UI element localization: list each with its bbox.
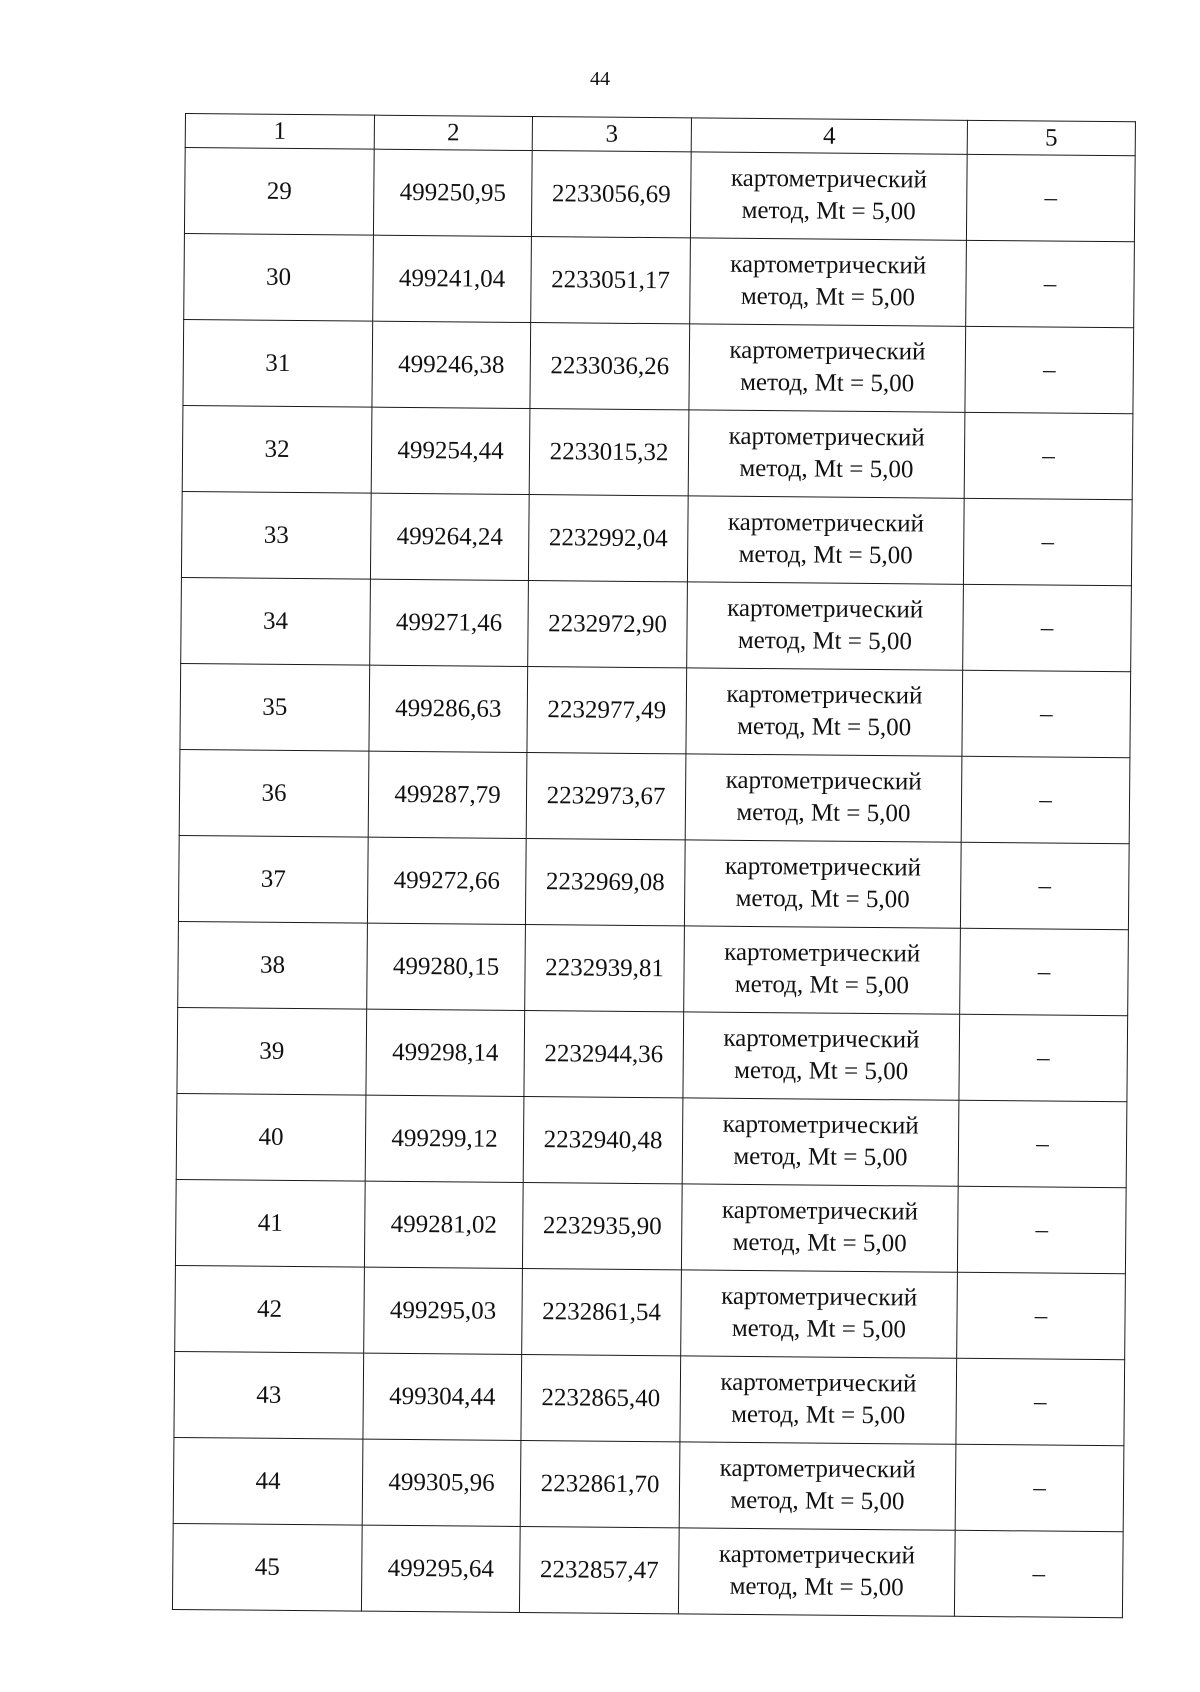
method-cell	[690, 238, 967, 326]
point-number-cell: 37	[178, 835, 368, 923]
point-number-cell: 45	[172, 1523, 362, 1611]
y-coordinate-cell: 2232940,48	[523, 1096, 683, 1183]
y-coordinate-cell: 2232865,40	[521, 1354, 681, 1441]
y-coordinate-cell: 2232973,67	[526, 753, 686, 840]
table-row	[174, 1351, 1125, 1445]
note-cell: –	[955, 1444, 1124, 1531]
table-row	[175, 1179, 1126, 1273]
y-coordinate-cell: 2232977,49	[527, 667, 687, 754]
method-text: метод, Mt = 5,00	[740, 282, 916, 311]
method-text: метод, Mt = 5,00	[734, 970, 910, 999]
method-text: метод, Mt = 5,00	[733, 1142, 908, 1171]
x-coordinate-cell: 499295,64	[361, 1525, 520, 1612]
x-coordinate-cell: 499281,02	[364, 1181, 523, 1268]
note-cell: –	[960, 928, 1129, 1015]
column-header: 4	[691, 118, 967, 154]
table-row	[181, 577, 1132, 671]
method-cell	[688, 410, 965, 498]
method-text: метод, Mt = 5,00	[735, 884, 910, 913]
method-text: метод, Mt = 5,00	[734, 1056, 909, 1085]
y-coordinate-cell: 2232969,08	[525, 839, 685, 926]
note-cell: –	[960, 842, 1129, 929]
column-header: 3	[532, 117, 691, 152]
method-text: картометрический	[724, 938, 921, 967]
table-row	[178, 835, 1129, 929]
point-number-cell: 36	[179, 749, 369, 837]
point-number-cell: 31	[183, 319, 373, 407]
method-cell	[678, 1528, 955, 1616]
method-text: метод, Mt = 5,00	[740, 368, 915, 397]
method-text: картометрический	[729, 336, 926, 365]
column-header: 1	[185, 114, 374, 150]
method-cell	[682, 1098, 959, 1186]
y-coordinate-cell: 2232857,47	[519, 1526, 679, 1613]
point-number-cell: 29	[184, 148, 374, 236]
table-row	[180, 663, 1131, 757]
x-coordinate-cell: 499271,46	[370, 579, 529, 666]
x-coordinate-cell: 499305,96	[362, 1439, 521, 1526]
method-cell	[681, 1270, 958, 1358]
method-text: картометрический	[726, 680, 923, 709]
method-text: картометрический	[720, 1368, 917, 1397]
method-text: картометрический	[723, 1024, 920, 1053]
note-cell: –	[957, 1272, 1126, 1359]
note-cell: –	[966, 154, 1135, 241]
method-text: метод, Mt = 5,00	[732, 1228, 907, 1257]
method-text: метод, Mt = 5,00	[731, 1400, 906, 1429]
method-text: метод, Mt = 5,00	[731, 1314, 907, 1343]
x-coordinate-cell: 499246,38	[372, 321, 531, 408]
point-number-cell: 40	[176, 1093, 366, 1181]
method-text: картометрический	[719, 1454, 916, 1483]
method-text: картометрический	[725, 766, 922, 795]
method-cell	[680, 1356, 957, 1444]
method-cell	[679, 1442, 956, 1530]
x-coordinate-cell: 499264,24	[370, 493, 529, 580]
x-coordinate-cell: 499295,03	[364, 1267, 523, 1354]
point-number-cell: 39	[177, 1007, 367, 1095]
method-text: метод, Mt = 5,00	[730, 1486, 905, 1515]
method-text: картометрический	[718, 1540, 916, 1569]
note-cell: –	[954, 1530, 1123, 1617]
note-cell: –	[961, 756, 1130, 843]
x-coordinate-cell: 499250,95	[373, 149, 532, 236]
method-cell	[687, 582, 964, 670]
method-text: картометрический	[730, 250, 927, 279]
note-cell: –	[957, 1186, 1126, 1273]
x-coordinate-cell: 499304,44	[363, 1353, 522, 1440]
point-number-cell: 38	[178, 921, 368, 1009]
table-row	[181, 491, 1132, 585]
method-text: картометрический	[721, 1282, 918, 1311]
note-cell: –	[963, 584, 1132, 671]
method-cell	[684, 840, 961, 928]
note-cell: –	[965, 326, 1134, 413]
note-cell: –	[959, 1014, 1128, 1101]
x-coordinate-cell: 499254,44	[371, 407, 530, 494]
y-coordinate-cell: 2232935,90	[522, 1182, 682, 1269]
table-row	[182, 405, 1133, 499]
table-row	[178, 921, 1129, 1015]
y-coordinate-cell: 2232944,36	[524, 1010, 684, 1097]
point-number-cell: 34	[181, 577, 371, 665]
table-row	[176, 1093, 1127, 1187]
y-coordinate-cell: 2232861,70	[520, 1440, 680, 1527]
table-row	[177, 1007, 1128, 1101]
x-coordinate-cell: 499298,14	[366, 1009, 525, 1096]
method-text: картометрический	[724, 852, 922, 881]
table-row	[175, 1265, 1126, 1359]
method-text: картометрический	[727, 594, 924, 623]
table-body	[172, 148, 1135, 1618]
point-number-cell: 33	[181, 491, 371, 579]
y-coordinate-cell: 2232861,54	[522, 1268, 682, 1355]
method-text: картометрический	[727, 508, 925, 537]
y-coordinate-cell: 2232992,04	[528, 495, 688, 582]
method-text: метод, Mt = 5,00	[737, 626, 913, 655]
note-cell: –	[962, 670, 1131, 757]
note-cell: –	[958, 1100, 1127, 1187]
method-cell	[683, 1012, 960, 1100]
x-coordinate-cell: 499286,63	[369, 665, 528, 752]
method-cell	[690, 152, 967, 240]
y-coordinate-cell: 2233015,32	[529, 409, 689, 496]
method-text: метод, Mt = 5,00	[739, 454, 914, 483]
x-coordinate-cell: 499241,04	[373, 235, 532, 322]
method-text: картометрический	[730, 164, 928, 193]
method-text: метод, Mt = 5,00	[741, 196, 916, 225]
point-number-cell: 32	[182, 405, 372, 493]
method-cell	[681, 1184, 958, 1272]
point-number-cell: 35	[180, 663, 370, 751]
method-text: метод, Mt = 5,00	[729, 1572, 904, 1601]
point-number-cell: 44	[173, 1437, 363, 1525]
y-coordinate-cell: 2232972,90	[528, 581, 688, 668]
method-text: картометрический	[728, 422, 925, 451]
y-coordinate-cell: 2233056,69	[531, 151, 691, 238]
method-cell	[685, 754, 962, 842]
x-coordinate-cell: 499287,79	[368, 751, 527, 838]
note-cell: –	[964, 412, 1133, 499]
y-coordinate-cell: 2233051,17	[531, 237, 691, 324]
point-number-cell: 43	[174, 1351, 364, 1439]
x-coordinate-cell: 499272,66	[367, 837, 526, 924]
note-cell: –	[956, 1358, 1125, 1445]
point-number-cell: 42	[175, 1265, 365, 1353]
table-row	[172, 1523, 1123, 1617]
column-header: 2	[374, 115, 532, 150]
table-row	[183, 319, 1134, 413]
method-text: картометрический	[722, 1110, 919, 1139]
y-coordinate-cell: 2233036,26	[530, 323, 690, 410]
point-number-cell: 30	[184, 233, 374, 321]
table-row	[179, 749, 1130, 843]
method-cell	[687, 496, 964, 584]
method-text: картометрический	[721, 1196, 919, 1225]
column-header: 5	[967, 120, 1135, 155]
coordinates-table	[172, 113, 1136, 1618]
note-cell: –	[966, 240, 1135, 327]
table-row	[184, 233, 1135, 327]
x-coordinate-cell: 499280,15	[367, 923, 526, 1010]
method-text: метод, Mt = 5,00	[736, 798, 911, 827]
page-number: 44	[590, 68, 610, 90]
note-cell: –	[963, 498, 1132, 585]
table-row	[173, 1437, 1124, 1531]
point-number-cell: 41	[175, 1179, 365, 1267]
y-coordinate-cell: 2232939,81	[525, 925, 685, 1012]
method-cell	[686, 668, 963, 756]
method-cell	[684, 926, 961, 1014]
method-text: метод, Mt = 5,00	[738, 540, 913, 569]
x-coordinate-cell: 499299,12	[365, 1095, 524, 1182]
method-cell	[689, 324, 966, 412]
table-row	[184, 148, 1135, 242]
method-text: метод, Mt = 5,00	[737, 712, 912, 741]
